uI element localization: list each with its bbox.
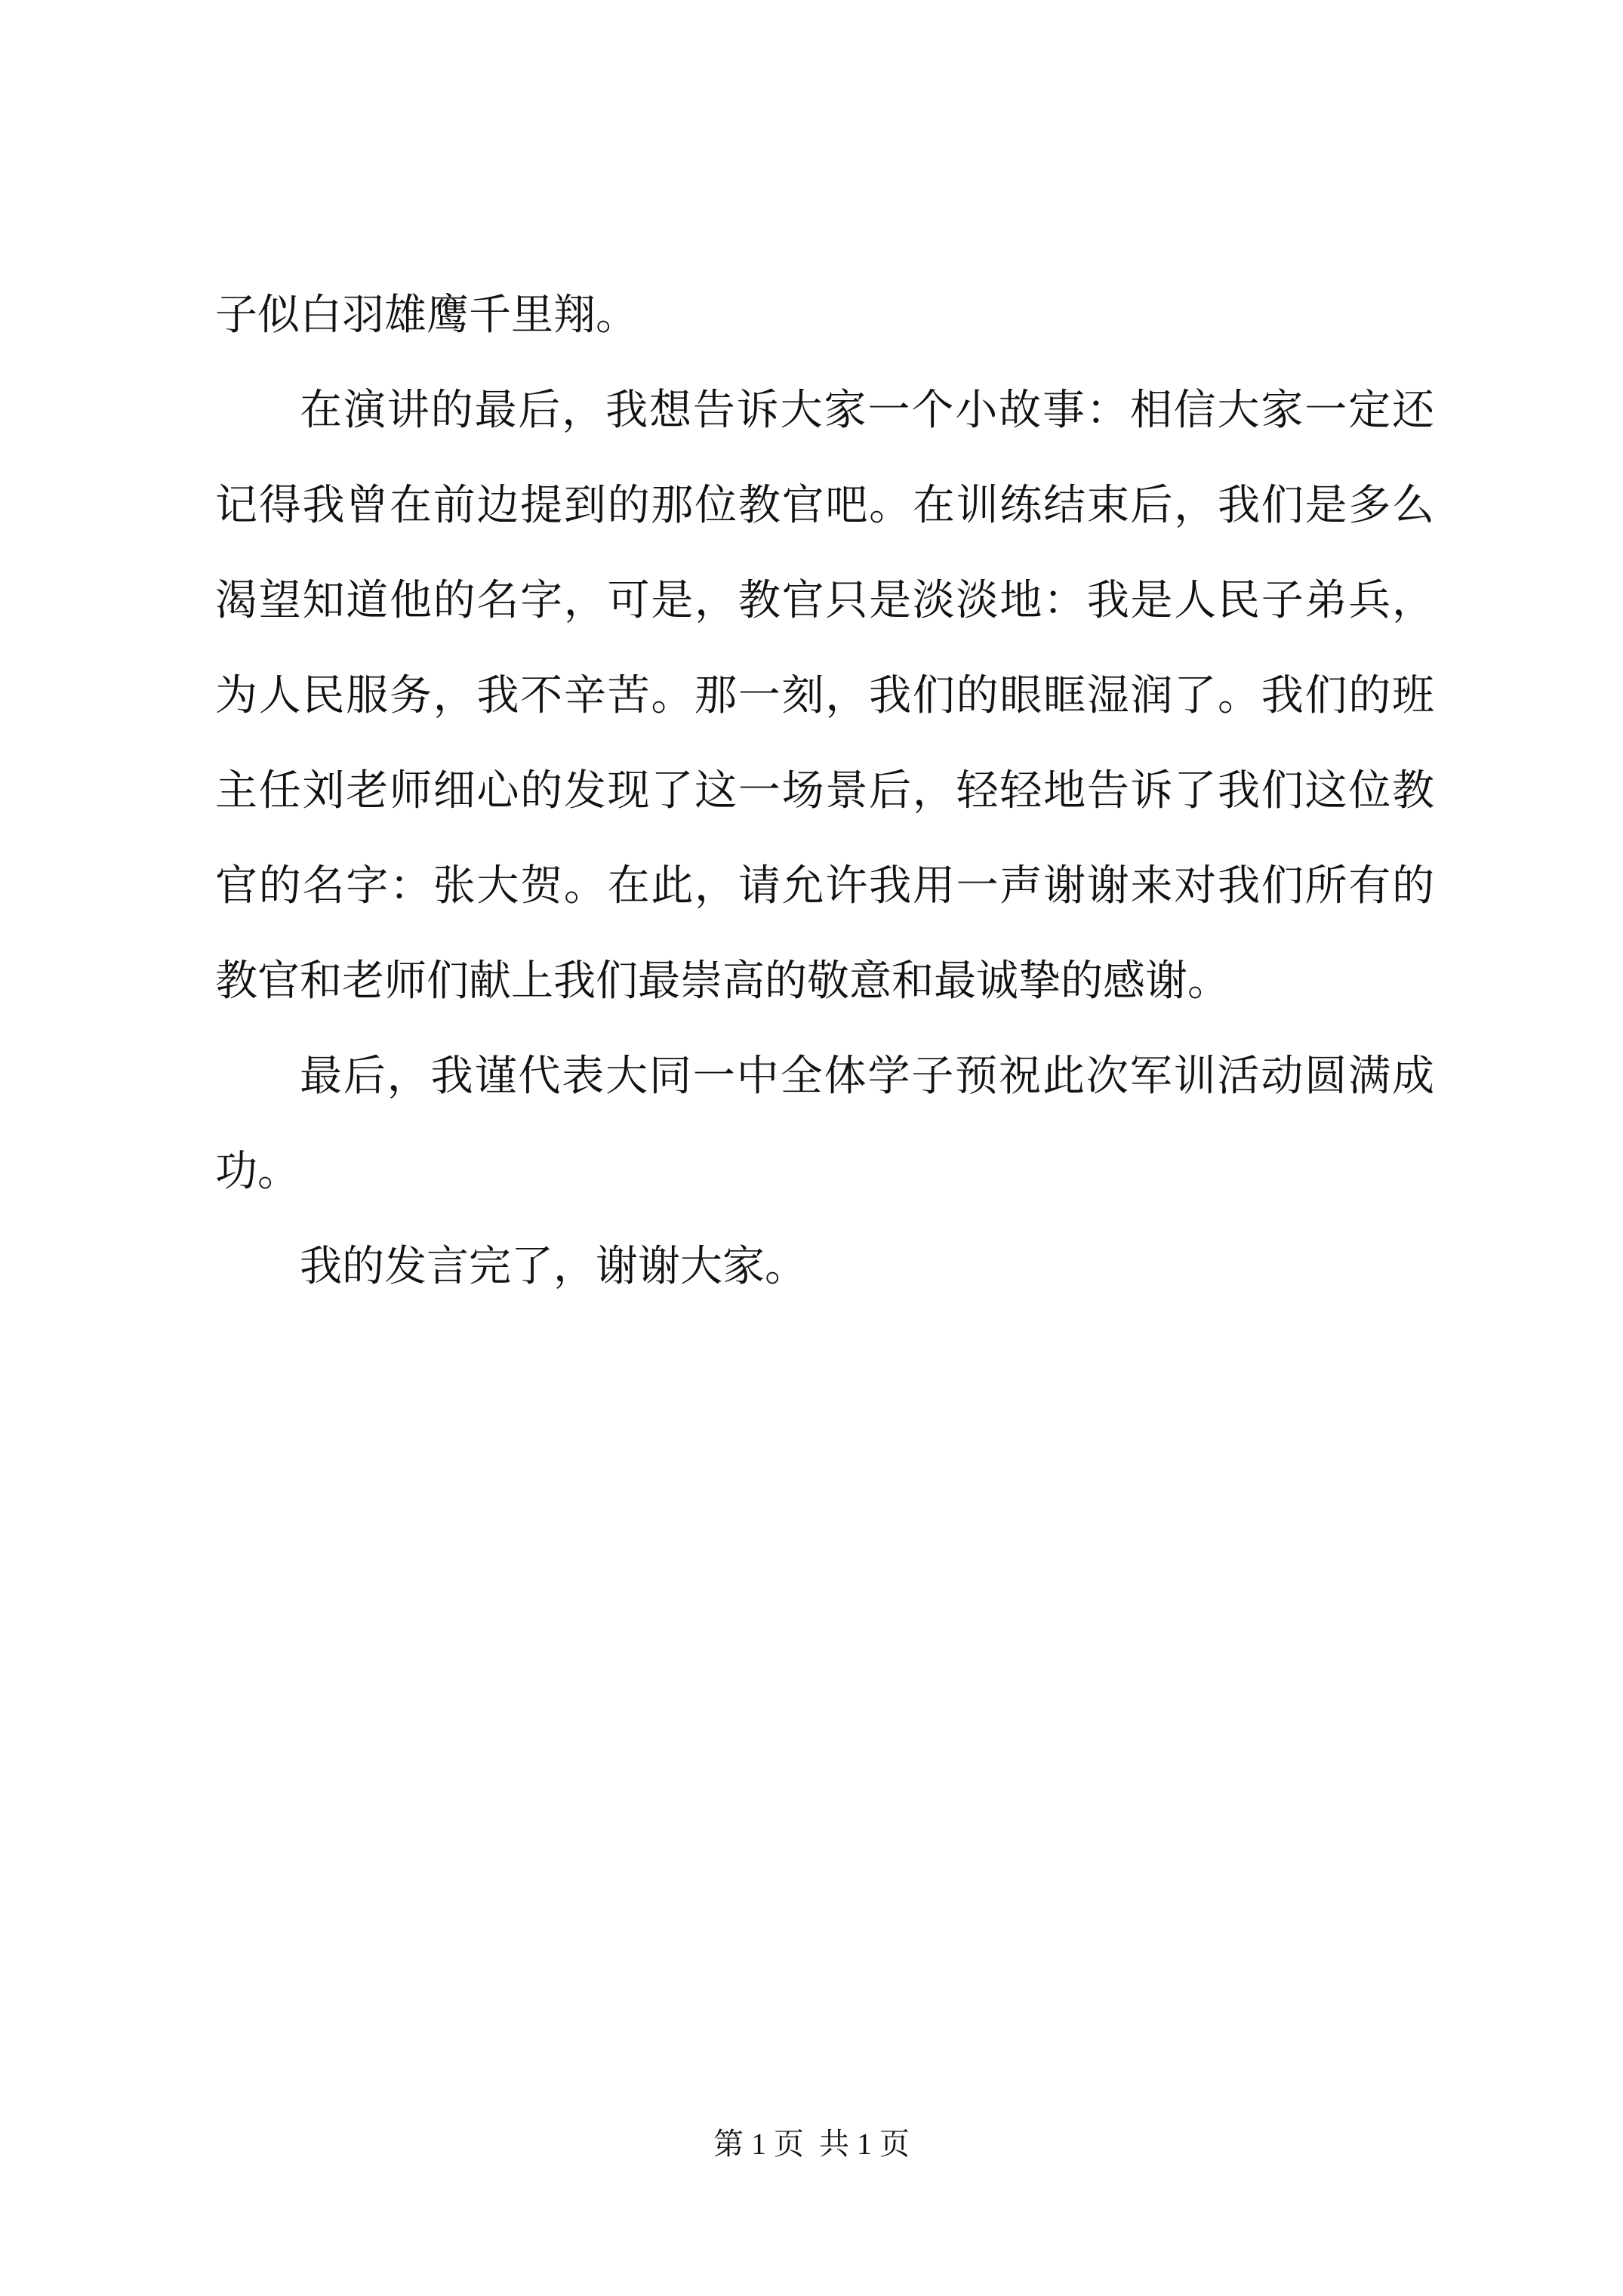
paragraph-thanks: 我的发言完了，谢谢大家。 [300,1242,807,1291]
paragraph-story: 在演讲的最后，我想告诉大家一个小故事：相信大家一定还记得我曾在前边提到的那位教官吧。在训练结束后，我们是多么渴望知道他的名字，可是，教官只是淡淡地：我是人民子弟兵，为人民服务，我不辛苦。那一刻，我们的眼眶湿润了。我们的班主任刘老师细心的发现了这一场景后，轻轻地告诉了我们这位教官的名字：张大贺。在此，请允许我用一声谢谢来对我们所有的教官和老师们献上我们最崇高的敬意和最诚挚的感谢。 [215,386,1434,1006]
document-body [215,268,1434,1314]
paragraph-continuation: 子似白羽雄鹰千里翔。 [215,291,638,340]
page-number-footer: 第 1 页 共 1 页 [713,2127,910,2161]
paragraph-closing-wish: 最后，我谨代表大同一中全体学子预祝此次军训活动圆满成功。 [215,1052,1434,1196]
